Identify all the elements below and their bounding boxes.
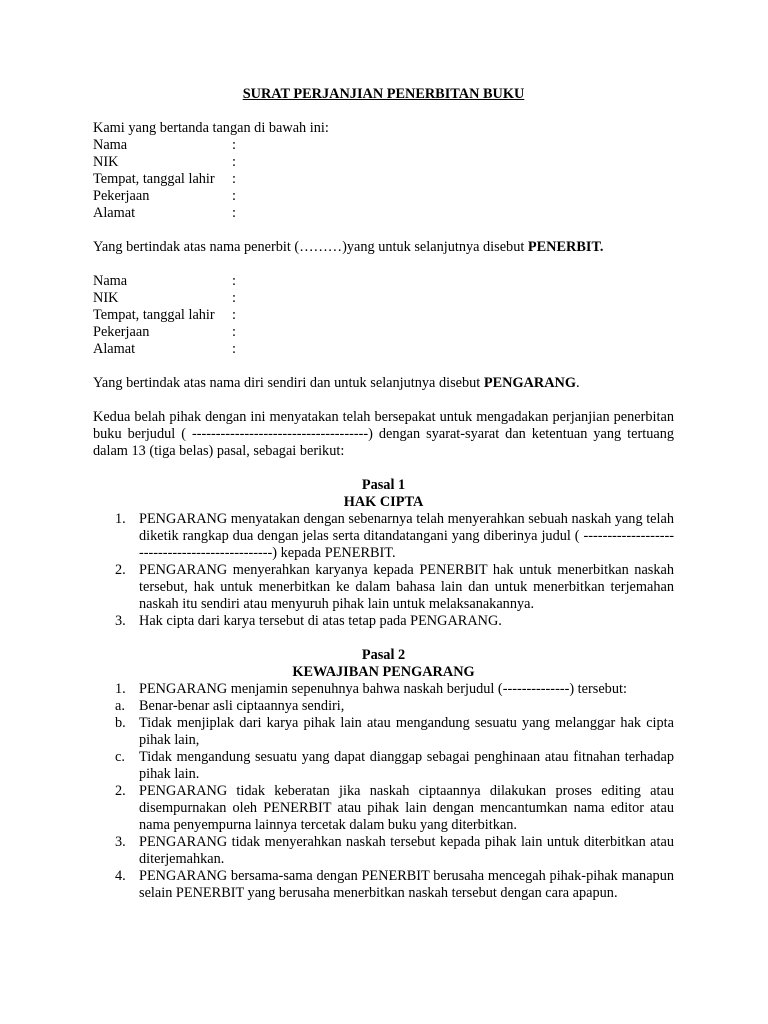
field-separator: : [232, 171, 236, 187]
pasal-1-section [93, 477, 674, 630]
pasal-1-heading: HAK CIPTA [343, 494, 424, 510]
pasal-2-heading: KEWAJIBAN PENGARANG [292, 664, 475, 680]
field-label: Pekerjaan [93, 324, 150, 340]
field-separator: : [232, 341, 236, 357]
field-label: Tempat, tanggal lahir [93, 171, 215, 187]
document-title: SURAT PERJANJIAN PENERBITAN BUKU [242, 86, 525, 102]
intro-text: Kami yang bertanda tangan di bawah ini: [93, 120, 329, 136]
party2-fields [93, 273, 674, 358]
party1-fields [93, 137, 674, 222]
field-label: NIK [93, 154, 119, 170]
party1-role-text: Yang bertindak atas nama penerbit (………)yang untuk selanjutnya disebut [93, 239, 528, 255]
list-marker: c. [115, 749, 125, 765]
list-marker: 1. [115, 681, 126, 697]
field-separator: : [232, 290, 236, 306]
party2-field-nik [93, 290, 674, 307]
field-separator: : [232, 137, 236, 153]
list-item [93, 715, 674, 749]
list-item [93, 868, 674, 902]
field-separator: : [232, 205, 236, 221]
pasal-2-number: Pasal 2 [361, 647, 406, 663]
list-item [93, 511, 674, 562]
list-item-text: Benar-benar asli ciptaannya sendiri, [139, 698, 345, 714]
party1-field-ttl [93, 171, 674, 188]
list-item-text: PENGARANG tidak menyerahkan naskah tersebut kepada pihak lain untuk diterbitkan atau diterjemahkan. [139, 834, 674, 867]
list-item [93, 749, 674, 783]
pasal-1-number: Pasal 1 [361, 477, 406, 493]
field-label: NIK [93, 290, 119, 306]
list-item [93, 613, 674, 630]
field-label: Tempat, tanggal lahir [93, 307, 215, 323]
list-marker: 3. [115, 834, 126, 850]
list-item [93, 681, 674, 698]
list-marker: 4. [115, 868, 126, 884]
party1-role-name: PENERBIT. [527, 239, 604, 255]
pasal-1-list [93, 511, 674, 630]
list-item-text: Tidak mengandung sesuatu yang dapat dianggap sebagai penghinaan atau fitnahan terhadap pihak lain. [139, 749, 674, 782]
field-label: Pekerjaan [93, 188, 150, 204]
list-marker: b. [115, 715, 126, 731]
list-marker: 3. [115, 613, 126, 629]
party1-field-alamat [93, 205, 674, 222]
list-marker: a. [115, 698, 125, 714]
list-item-text: PENGARANG menyerahkan karyanya kepada PENERBIT hak untuk menerbitkan naskah tersebut, hak untuk menerbitkan ke dalam bahasa lain dan untuk menerbitkan terjemahan naskah itu sendiri atau menyuruh pihak lain untuk melaksanakannya. [139, 562, 674, 612]
list-item [93, 783, 674, 834]
field-separator: : [232, 307, 236, 323]
party1-field-nama [93, 137, 674, 154]
party2-field-nama [93, 273, 674, 290]
list-marker: 1. [115, 511, 126, 527]
list-item-text: PENGARANG bersama-sama dengan PENERBIT berusaha mencegah pihak-pihak manapun selain PENERBIT yang berusaha menerbitkan naskah tersebut dengan cara apapun. [139, 868, 674, 901]
party1-field-pekerjaan [93, 188, 674, 205]
pasal-2-section [93, 647, 674, 902]
list-item [93, 562, 674, 613]
party2-role-text: Yang bertindak atas nama diri sendiri dan untuk selanjutnya disebut [93, 375, 484, 391]
field-separator: : [232, 324, 236, 340]
field-label: Nama [93, 273, 128, 289]
party2-role-name: PENGARANG [483, 375, 576, 391]
field-separator: : [232, 188, 236, 204]
party1-role [93, 239, 674, 256]
party2-field-ttl [93, 307, 674, 324]
list-marker: 2. [115, 783, 126, 799]
party2-role [93, 375, 674, 392]
list-item-text: PENGARANG menyatakan dengan sebenarnya telah menyerahkan sebuah naskah yang telah diketik rangkap dua dengan jelas serta ditandatangani yang diberinya judul ( -----------------------------------------------) kepada PENERBIT. [139, 511, 674, 561]
field-label: Alamat [93, 205, 136, 221]
list-item-text: PENGARANG menjamin sepenuhnya bahwa naskah berjudul (--------------) tersebut: [139, 681, 627, 697]
list-item [93, 834, 674, 868]
field-label: Alamat [93, 341, 136, 357]
party2-field-pekerjaan [93, 324, 674, 341]
list-item-text: PENGARANG tidak keberatan jika naskah ciptaannya dilakukan proses editing atau disempurnakan oleh PENERBIT atau pihak lain dengan mencantumkan nama editor atau nama penyempurna lainnya tercetak dalam buku yang diterbitkan. [139, 783, 674, 833]
field-separator: : [232, 154, 236, 170]
field-label: Nama [93, 137, 128, 153]
party1-field-nik [93, 154, 674, 171]
pasal-2-list [93, 681, 674, 902]
list-marker: 2. [115, 562, 126, 578]
list-item-text: Hak cipta dari karya tersebut di atas tetap pada PENGARANG. [139, 613, 502, 629]
list-item-text: Tidak menjiplak dari karya pihak lain atau mengandung sesuatu yang melanggar hak cipta pihak lain, [139, 715, 674, 748]
agreement-paragraph: Kedua belah pihak dengan ini menyatakan telah bersepakat untuk mengadakan perjanjian penerbitan buku berjudul ( -------------------------------------) dengan syarat-syarat dan ketentuan yang tertuang dalam 13 (tiga belas) pasal, sebagai berikut: [93, 409, 674, 459]
field-separator: : [232, 273, 236, 289]
party2-role-end: . [575, 375, 580, 391]
party2-field-alamat [93, 341, 674, 358]
list-item [93, 698, 674, 715]
